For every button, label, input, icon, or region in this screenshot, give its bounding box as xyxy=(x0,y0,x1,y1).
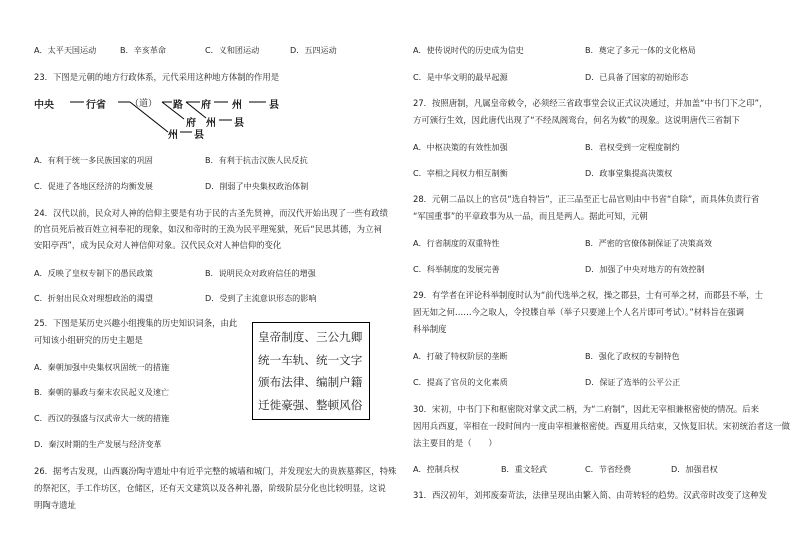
q24-option-a: A．反映了皇权专制下的愚民政策 xyxy=(34,268,153,278)
q24-line-3: 安阳亭西”，成为民众对人神信仰对象。汉代民众对人神信仰的变化 xyxy=(34,240,282,250)
q26-option-d: D．已具备了国家的初始形态 xyxy=(585,72,689,82)
q25-option-c: C．西汉的强盛与汉武帝大一统的措施 xyxy=(34,413,170,423)
q28-option-b: B．严密的官僚体制保证了决策高效 xyxy=(585,238,712,248)
node-zhongyang: 中央 xyxy=(34,100,54,111)
node-dao: （道） xyxy=(130,99,158,109)
q29-line-2: 固无如之何……今之取人，令投牒自举（举子只要递上个人名片即可考试）。”材料旨在强调 xyxy=(413,307,744,317)
q23-option-c: C．促进了各地区经济的均衡发展 xyxy=(34,181,153,191)
q24-option-c: C．折射出民众对理想政治的渴望 xyxy=(34,293,153,303)
node-fu-2: 府 xyxy=(186,118,196,129)
q29-line-3: 科举制度 xyxy=(413,324,447,334)
q22-option-a: A．太平天国运动 xyxy=(34,45,97,55)
q26-line-2: 的祭祀区，手工作坊区，仓储区，还有天文建筑以及各种礼器，阶级阶层分化也比较明显，这说 xyxy=(34,483,386,493)
q22-option-d: D．五四运动 xyxy=(290,45,337,55)
q30-option-c: C．节省经费 xyxy=(585,464,632,474)
q27-line-2: 方可颁行生效，因此唐代出现了“不经凤阁鸾台，何名为敕”的现象。这说明唐代三省制下 xyxy=(413,115,740,125)
q28-line-2: “军国重事”的平章政事为从一品，而且是两人。据此可知，元朝 xyxy=(413,211,648,221)
q26-option-a: A．使传说时代的历史成为信史 xyxy=(413,45,524,55)
q30-line-2: 因用兵西夏，宰相在一段时间内一度由宰相兼枢密使。西夏用兵结束，又恢复旧状。宋初统治者这一做 xyxy=(413,421,790,431)
q22-option-c: C．义和团运动 xyxy=(205,45,260,55)
q23-option-b: B．有利于抗击汉族人民反抗 xyxy=(205,155,308,165)
q23-option-d: D．削弱了中央集权政治体制 xyxy=(205,181,309,191)
q28-line-1: 28．元朝二品以上的官员“选自特旨”，正三品至正七品官则由中书省“自除”，而具体负责行省 xyxy=(413,194,760,204)
q28-option-d: D．加强了中央对地方的有效控制 xyxy=(585,264,705,274)
q26-line-3: 明陶寺遗址 xyxy=(34,500,76,510)
history-terms-box xyxy=(252,322,370,420)
q29-option-c: C．提高了官员的文化素质 xyxy=(413,377,508,387)
node-zhou-1: 州 xyxy=(232,100,242,111)
terms-line-3: 颁布法律、编制户籍 xyxy=(258,375,363,389)
node-xingsheng: 行省 xyxy=(86,100,106,111)
left-column xyxy=(34,0,397,560)
yuan-admin-diagram xyxy=(34,92,334,142)
q25-option-b: B．秦朝的暴政与秦末农民起义及速亡 xyxy=(34,387,170,397)
q30-option-b: B．重文轻武 xyxy=(501,464,548,474)
q27-option-a: A．中枢决策的有效性加强 xyxy=(413,142,508,152)
q30-line-1: 30．宋初，中书门下和枢密院对掌文武二柄，为“二府制”，因此无宰相兼枢密使的情况。后来 xyxy=(413,404,759,414)
node-zhou-2: 州 xyxy=(206,118,216,129)
q24-option-b: B．说明民众对政府信任的增强 xyxy=(205,268,316,278)
q29-line-1: 29．有学者在评论科举制度时认为“前代选举之权，操之郡县，士有可举之材，而郡县不举，士 xyxy=(413,290,763,300)
node-xian-3: 县 xyxy=(194,130,204,141)
q25-line-1: 25．下图是某历史兴趣小组搜集的历史知识词条，由此 xyxy=(34,318,238,328)
q31-line-1: 31．西汉初年，刘邦废秦苛法，法律呈现出由繁入简、由苛转轻的趋势。汉武帝时改变了这种发 xyxy=(413,490,768,500)
q30-option-a: A．控制兵权 xyxy=(413,464,460,474)
right-column xyxy=(409,0,790,560)
q29-option-b: B．强化了政权的专制特色 xyxy=(585,351,680,361)
diagram-lines xyxy=(34,92,334,142)
q25-option-a: A．秦朝加强中央集权巩固统一的措施 xyxy=(34,362,170,372)
q28-option-c: C．科举制度的发展完善 xyxy=(413,264,500,274)
terms-line-2: 统一车轨、统一文字 xyxy=(258,352,363,367)
q27-line-1: 27．按照唐制，凡属皇帝敕令，必须经三省政事堂会议正式议决通过，并加盖“中书门下之印”， xyxy=(413,98,768,108)
q23-stem: 23．下图是元朝的地方行政体系，元代采用这种地方体制的作用是 xyxy=(34,72,280,82)
node-zhou-3: 州 xyxy=(168,130,178,141)
q28-option-a: A．行省制度的双重特性 xyxy=(413,238,500,248)
node-fu-1: 府 xyxy=(201,100,211,111)
q29-option-d: D．保证了选举的公平公正 xyxy=(585,377,681,387)
q25-option-d: D．秦汉时期的生产发展与经济变革 xyxy=(34,439,162,449)
node-xian-1: 县 xyxy=(269,100,279,111)
q30-line-3: 法主要目的是（ ） xyxy=(413,438,497,448)
q26-line-1: 26．据考古发现，山西襄汾陶寺遗址中有近乎完整的城墙和城门，并发现宏大的贵族墓葬区，特殊 xyxy=(34,466,397,476)
terms-line-1: 皇帝制度、三公九卿 xyxy=(258,330,363,344)
q27-option-c: C．宰相之间权力相互制衡 xyxy=(413,168,508,178)
q30-option-d: D．加强君权 xyxy=(671,464,718,474)
node-xian-2: 县 xyxy=(234,118,244,129)
q22-option-b: B．辛亥革命 xyxy=(120,45,167,55)
q26-option-c: C．是中华文明的最早起源 xyxy=(413,72,508,82)
terms-line-4: 迁徙豪强、整顿风俗 xyxy=(258,397,363,412)
q23-option-a: A．有利于统一多民族国家的巩固 xyxy=(34,155,153,165)
q27-option-b: B．君权受到一定程度制约 xyxy=(585,142,680,152)
q29-option-a: A．打破了特权阶层的垄断 xyxy=(413,351,508,361)
q24-option-d: D．受到了主流意识形态的影响 xyxy=(205,293,317,303)
q27-option-d: D．政事堂集提高决策权 xyxy=(585,168,673,178)
q25-line-2: 可知该小组研究的历史主题是 xyxy=(34,335,143,345)
q26-option-b: B．奠定了多元一体的文化格局 xyxy=(585,45,696,55)
q24-line-1: 24．汉代以前，民众对人神的信仰主要是有功于民的古圣先贤神，而汉代开始出现了一些有政绩 xyxy=(34,208,389,218)
node-lu: 路 xyxy=(173,100,183,111)
q24-line-2: 的官员死后被百姓立祠奉祀的现象，如汉和帝时的王涣为民平理冤狱，死后“民思其德，为立祠 xyxy=(34,224,382,234)
